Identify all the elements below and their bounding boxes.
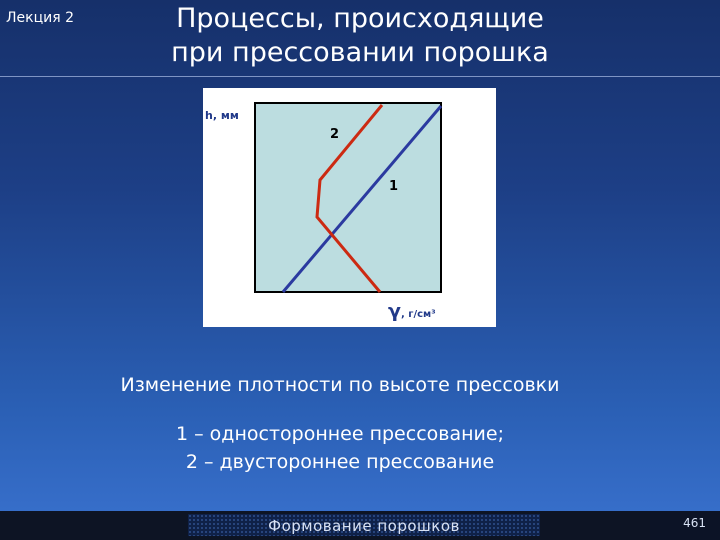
gamma-symbol: γ xyxy=(388,300,401,322)
slide-title xyxy=(150,2,570,70)
title-line-1: Процессы, происходящие xyxy=(176,3,544,34)
page-number: 461 xyxy=(683,516,706,530)
y-axis-label: h, мм xyxy=(205,109,239,122)
x-axis-label xyxy=(388,300,436,322)
legend-item-1: 1 – одностороннее прессование; xyxy=(176,423,504,445)
footer-course: Формование порошков xyxy=(188,514,540,536)
curve-1-label: 1 xyxy=(389,179,399,194)
lecture-label: Лекция 2 xyxy=(6,10,75,26)
density-diagram xyxy=(203,88,496,327)
legend-item-2: 2 – двустороннее прессование xyxy=(185,451,495,473)
figure-caption: Изменение плотности по высоте прессовки xyxy=(120,374,560,396)
title-line-2: при прессовании порошка xyxy=(171,37,549,68)
curve-2-label: 2 xyxy=(330,127,340,142)
figure-legend xyxy=(100,420,580,476)
plot-area xyxy=(255,103,441,292)
title-divider xyxy=(0,76,720,77)
density-units: , г/см³ xyxy=(400,309,436,320)
